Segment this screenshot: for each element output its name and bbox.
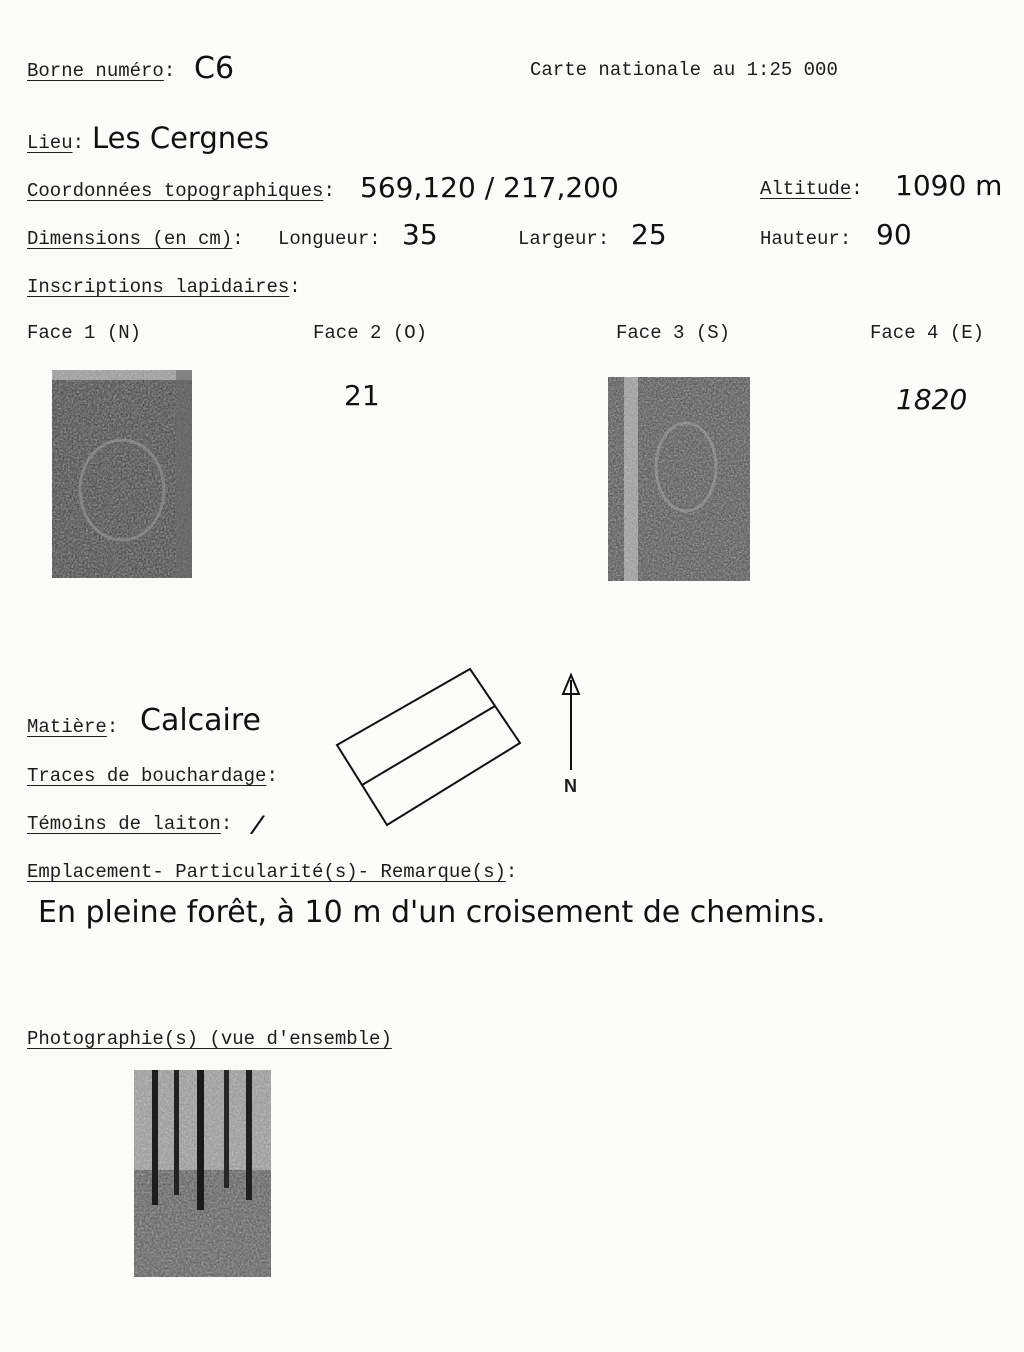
altitude-label: Altitude xyxy=(760,178,852,200)
photographies-heading: Photographie(s) (vue d'ensemble) xyxy=(27,1028,392,1050)
matiere-field: Matière: xyxy=(27,716,119,738)
coordinates-label: Coordonnées topographiques xyxy=(27,180,324,202)
inscriptions-heading: Inscriptions lapidaires: xyxy=(27,276,301,298)
laiton-value: / xyxy=(248,809,267,841)
bouchardage-label: Traces de bouchardage xyxy=(27,765,267,787)
longueur-value: 35 xyxy=(402,218,438,251)
laiton-field: Témoins de laiton: xyxy=(27,813,233,835)
altitude-value: 1090 m xyxy=(895,169,1003,202)
dimensions-field: Dimensions (en cm): xyxy=(27,228,244,250)
longueur-label: Longueur: xyxy=(278,228,381,250)
face-2-label: Face 2 (O) xyxy=(313,322,428,344)
face-3-photo xyxy=(608,377,750,581)
north-label: N xyxy=(564,776,577,796)
overview-photo xyxy=(134,1070,271,1277)
face-1-label: Face 1 (N) xyxy=(27,322,142,344)
coordinates-field: Coordonnées topographiques: xyxy=(27,180,335,202)
emplacement-value: En pleine forêt, à 10 m d'un croisement de chemins. xyxy=(38,895,826,930)
altitude-field: Altitude: xyxy=(760,178,863,200)
orientation-diagram xyxy=(330,660,530,835)
face-2-inscription: 21 xyxy=(344,379,380,412)
face-4-inscription: 1820 xyxy=(896,383,968,416)
largeur-label: Largeur: xyxy=(518,228,610,250)
largeur-value: 25 xyxy=(631,218,667,251)
bouchardage-field: Traces de bouchardage: xyxy=(27,765,278,787)
matiere-value: Calcaire xyxy=(140,703,262,738)
borne-number-value: C6 xyxy=(194,51,235,86)
coordinates-value: 569,120 / 217,200 xyxy=(360,171,619,204)
borne-number-field: Borne numéro: xyxy=(27,60,176,82)
matiere-label: Matière xyxy=(27,716,107,738)
face-3-label: Face 3 (S) xyxy=(616,322,731,344)
hauteur-value: 90 xyxy=(876,218,912,251)
map-reference: Carte nationale au 1:25 000 xyxy=(530,59,838,81)
face-4-label: Face 4 (E) xyxy=(870,322,985,344)
lieu-value: Les Cergnes xyxy=(92,121,270,155)
lieu-label: Lieu xyxy=(27,132,73,154)
emplacement-label: Emplacement- Particularité(s)- Remarque(s) xyxy=(27,861,506,883)
lieu-field: Lieu: xyxy=(27,132,85,154)
hauteur-label: Hauteur: xyxy=(760,228,852,250)
laiton-label: Témoins de laiton xyxy=(27,813,221,835)
borne-number-label: Borne numéro xyxy=(27,60,164,82)
emplacement-field: Emplacement- Particularité(s)- Remarque(s): xyxy=(27,861,518,883)
north-arrow-icon xyxy=(558,672,584,772)
dimensions-label: Dimensions (en cm) xyxy=(27,228,233,250)
face-1-photo xyxy=(52,370,192,578)
